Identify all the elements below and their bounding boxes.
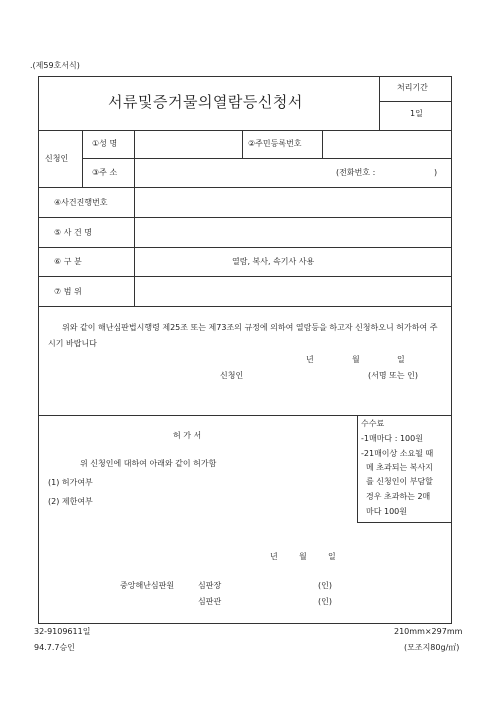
- phone-label: (전화번호 :: [336, 168, 376, 177]
- footer-approval: 94.7.7승인: [34, 643, 75, 652]
- fee-line-2: -21매이상 소요될 때: [361, 449, 434, 458]
- form-title: 서류및증거물의열람등신청서: [108, 93, 303, 111]
- applicant-mid-line: [82, 158, 451, 159]
- request-month: 월: [352, 355, 360, 364]
- title-bottom-line: [38, 130, 451, 131]
- footer-size: 210mm×297mm: [394, 627, 463, 636]
- frame-left: [38, 76, 39, 624]
- name-label: ①성 명: [92, 139, 118, 148]
- phone-close: ): [434, 168, 438, 177]
- applicant-bottom-line: [38, 187, 451, 188]
- processing-value: 1일: [410, 109, 423, 118]
- permit-day: 일: [328, 552, 336, 561]
- permit-seal-2: (인): [318, 597, 332, 606]
- permit-office: 중앙해난심판원: [120, 581, 175, 590]
- permit-statement: 위 신청인에 대하여 아래와 같이 허가함: [80, 459, 217, 468]
- rrn-right-line: [322, 130, 323, 158]
- applicant-label: 신청인: [45, 154, 69, 163]
- case-no-label: ④사건진행번호: [54, 198, 108, 207]
- fee-line-1: -1매마다 : 100원: [361, 434, 423, 443]
- fee-line-6: 마다 100원: [366, 507, 407, 516]
- fee-line-5: 경우 초과하는 2매: [366, 492, 431, 501]
- permit-title: 허 가 서: [173, 431, 202, 440]
- fee-left-line: [357, 415, 358, 522]
- rrn-label: ②주민등록번호: [248, 139, 302, 148]
- fee-line-3: 메 초과되는 복사지: [366, 463, 433, 472]
- request-day: 일: [397, 355, 405, 364]
- permit-seal-1: (인): [318, 581, 332, 590]
- frame-top: [38, 76, 451, 77]
- footer-doc-no: 32-9109611일: [34, 627, 91, 636]
- address-label: ③주 소: [92, 168, 118, 177]
- category-label: ⑥ 구 분: [54, 257, 82, 266]
- rrn-left-line: [242, 130, 243, 158]
- footer-paper: (모조지80g/㎡): [404, 643, 460, 652]
- request-sign-label: (서명 또는 인): [368, 371, 418, 380]
- permit-item-1: (1) 허가여부: [48, 478, 93, 487]
- permit-year: 년: [270, 552, 278, 561]
- processing-label: 처리기간: [397, 83, 428, 92]
- processing-mid-line: [379, 101, 451, 102]
- fee-bottom-line: [357, 522, 451, 523]
- fee-title: 수수료: [361, 419, 385, 428]
- form-code: .(제59호서식): [30, 61, 80, 70]
- row-line-3: [38, 276, 451, 277]
- permit-judge-chief: 심판장: [198, 581, 222, 590]
- processing-divider: [379, 76, 380, 130]
- scope-label: ⑦ 범 위: [54, 287, 82, 296]
- frame-right: [451, 76, 452, 624]
- permit-item-2: (2) 제한여부: [48, 497, 93, 506]
- request-text: 위와 같이 해난심판법시행령 제25조 또는 제73조의 규정에 의하여 열람등을 하고자 신청하오니 허가하여 주시기 바랍니다: [48, 323, 438, 348]
- request-year: 년: [306, 355, 314, 364]
- permit-month: 월: [299, 552, 307, 561]
- case-name-label: ⑤ 사 건 명: [54, 228, 92, 237]
- request-bottom-line: [38, 415, 451, 416]
- category-value: 열람, 복사, 속기사 사용: [232, 257, 315, 266]
- request-applicant-label: 신청인: [220, 371, 244, 380]
- frame-bottom: [38, 623, 451, 624]
- permit-judge: 심판관: [198, 597, 222, 606]
- row-line-1: [38, 217, 451, 218]
- fee-line-4: 를 신청인이 부담할: [366, 477, 433, 486]
- row-line-2: [38, 247, 451, 248]
- row-line-4: [38, 306, 451, 307]
